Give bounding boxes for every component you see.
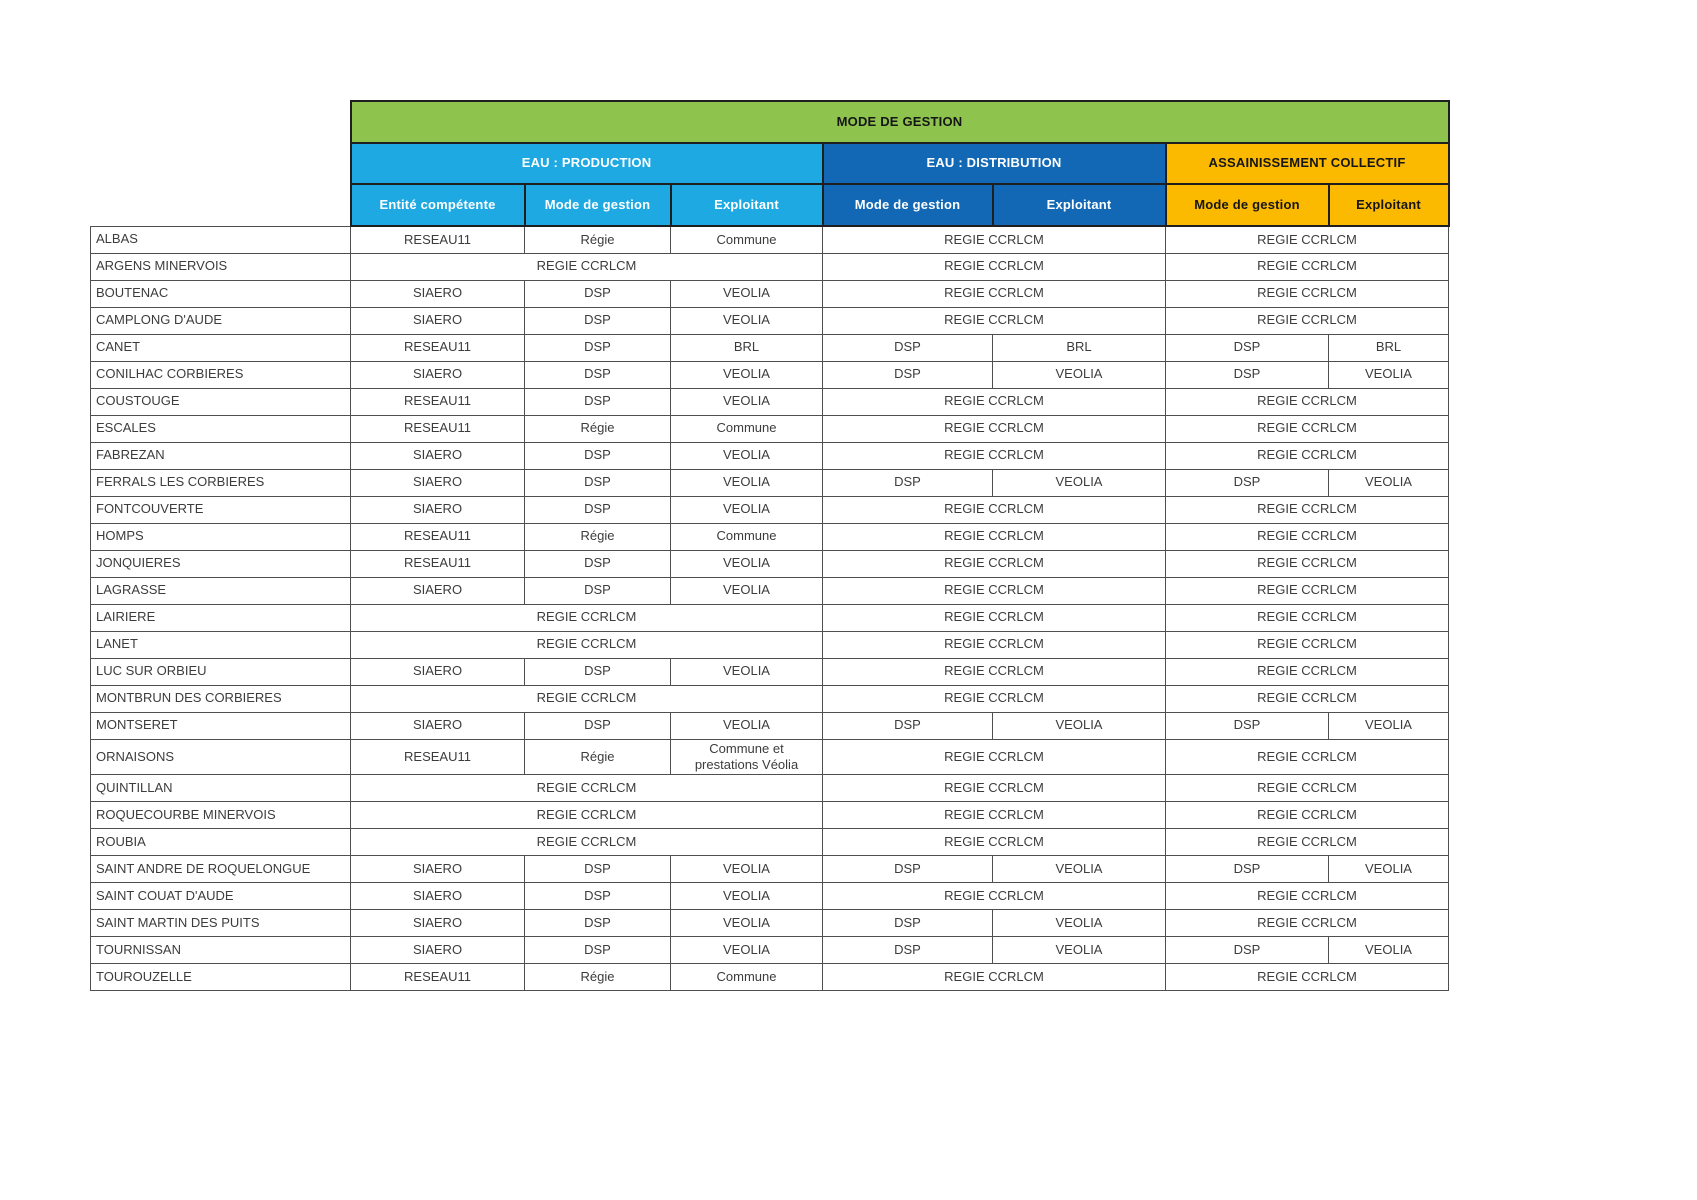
table-row <box>91 712 1449 739</box>
assainissement-merged-cell: REGIE CCRLCM <box>1166 964 1449 991</box>
production-merged-cell: REGIE CCRLCM <box>351 685 823 712</box>
assainissement-cell: DSP <box>1166 469 1329 496</box>
commune-cell: ALBAS <box>91 226 351 253</box>
distribution-cell: VEOLIA <box>993 937 1166 964</box>
production-cell: RESEAU11 <box>351 415 525 442</box>
production-cell: Commune <box>671 964 823 991</box>
production-cell: Commune <box>671 415 823 442</box>
production-cell: VEOLIA <box>671 550 823 577</box>
table-row <box>91 883 1449 910</box>
production-cell: VEOLIA <box>671 388 823 415</box>
production-cell: VEOLIA <box>671 442 823 469</box>
production-cell: VEOLIA <box>671 658 823 685</box>
assainissement-merged-cell: REGIE CCRLCM <box>1166 775 1449 802</box>
column-header-assainissement-mode: Mode de gestion <box>1166 184 1329 226</box>
column-header-production-exploitant: Exploitant <box>671 184 823 226</box>
assainissement-cell: DSP <box>1166 856 1329 883</box>
section-header-eau-distribution: EAU : DISTRIBUTION <box>823 143 1166 184</box>
assainissement-cell: DSP <box>1166 334 1329 361</box>
corner-spacer <box>91 143 351 184</box>
production-cell: SIAERO <box>351 856 525 883</box>
distribution-merged-cell: REGIE CCRLCM <box>823 577 1166 604</box>
assainissement-cell: VEOLIA <box>1329 469 1449 496</box>
table-row <box>91 550 1449 577</box>
distribution-merged-cell: REGIE CCRLCM <box>823 829 1166 856</box>
table-row <box>91 856 1449 883</box>
production-merged-cell: REGIE CCRLCM <box>351 604 823 631</box>
column-header-assainissement-exploitant: Exploitant <box>1329 184 1449 226</box>
table-row <box>91 280 1449 307</box>
distribution-merged-cell: REGIE CCRLCM <box>823 523 1166 550</box>
table-row <box>91 361 1449 388</box>
assainissement-merged-cell: REGIE CCRLCM <box>1166 496 1449 523</box>
management-mode-table-sheet <box>90 100 1450 991</box>
table-row <box>91 631 1449 658</box>
distribution-merged-cell: REGIE CCRLCM <box>823 802 1166 829</box>
commune-cell: LAIRIERE <box>91 604 351 631</box>
production-cell: RESEAU11 <box>351 388 525 415</box>
table-row <box>91 334 1449 361</box>
distribution-cell: DSP <box>823 856 993 883</box>
production-cell: Commune <box>671 523 823 550</box>
commune-cell: CANET <box>91 334 351 361</box>
distribution-merged-cell: REGIE CCRLCM <box>823 226 1166 253</box>
distribution-cell: VEOLIA <box>993 712 1166 739</box>
distribution-cell: VEOLIA <box>993 361 1166 388</box>
commune-cell: QUINTILLAN <box>91 775 351 802</box>
table-row <box>91 307 1449 334</box>
production-cell: RESEAU11 <box>351 964 525 991</box>
commune-cell: ESCALES <box>91 415 351 442</box>
table-row <box>91 469 1449 496</box>
table-row <box>91 577 1449 604</box>
assainissement-cell: DSP <box>1166 361 1329 388</box>
production-cell: SIAERO <box>351 712 525 739</box>
commune-cell: FABREZAN <box>91 442 351 469</box>
commune-cell: FONTCOUVERTE <box>91 496 351 523</box>
production-cell: Régie <box>525 226 671 253</box>
production-cell: Commune et prestations Véolia <box>671 739 823 775</box>
mode-de-gestion-table <box>90 100 1450 991</box>
production-cell: DSP <box>525 577 671 604</box>
distribution-cell: DSP <box>823 469 993 496</box>
assainissement-cell: DSP <box>1166 712 1329 739</box>
table-row <box>91 496 1449 523</box>
table-row <box>91 253 1449 280</box>
production-merged-cell: REGIE CCRLCM <box>351 829 823 856</box>
production-cell: DSP <box>525 442 671 469</box>
assainissement-merged-cell: REGIE CCRLCM <box>1166 658 1449 685</box>
commune-cell: SAINT COUAT D'AUDE <box>91 883 351 910</box>
assainissement-cell: VEOLIA <box>1329 937 1449 964</box>
section-band-row <box>91 143 1449 184</box>
column-header-distribution-mode: Mode de gestion <box>823 184 993 226</box>
production-cell: SIAERO <box>351 307 525 334</box>
distribution-merged-cell: REGIE CCRLCM <box>823 442 1166 469</box>
distribution-merged-cell: REGIE CCRLCM <box>823 307 1166 334</box>
commune-cell: LAGRASSE <box>91 577 351 604</box>
production-cell: VEOLIA <box>671 361 823 388</box>
commune-cell: JONQUIERES <box>91 550 351 577</box>
production-cell: DSP <box>525 937 671 964</box>
production-cell: SIAERO <box>351 577 525 604</box>
distribution-merged-cell: REGIE CCRLCM <box>823 775 1166 802</box>
commune-cell: LUC SUR ORBIEU <box>91 658 351 685</box>
corner-spacer <box>91 184 351 226</box>
production-merged-cell: REGIE CCRLCM <box>351 253 823 280</box>
production-cell: VEOLIA <box>671 883 823 910</box>
production-cell: Régie <box>525 739 671 775</box>
production-cell: Commune <box>671 226 823 253</box>
assainissement-merged-cell: REGIE CCRLCM <box>1166 253 1449 280</box>
section-header-eau-production: EAU : PRODUCTION <box>351 143 823 184</box>
distribution-cell: VEOLIA <box>993 469 1166 496</box>
table-row <box>91 937 1449 964</box>
commune-cell: HOMPS <box>91 523 351 550</box>
title-band-row <box>91 101 1449 143</box>
distribution-cell: BRL <box>993 334 1166 361</box>
commune-cell: BOUTENAC <box>91 280 351 307</box>
distribution-merged-cell: REGIE CCRLCM <box>823 415 1166 442</box>
assainissement-merged-cell: REGIE CCRLCM <box>1166 604 1449 631</box>
table-row <box>91 604 1449 631</box>
distribution-merged-cell: REGIE CCRLCM <box>823 739 1166 775</box>
table-row <box>91 964 1449 991</box>
distribution-merged-cell: REGIE CCRLCM <box>823 685 1166 712</box>
assainissement-cell: VEOLIA <box>1329 712 1449 739</box>
table-row <box>91 442 1449 469</box>
assainissement-merged-cell: REGIE CCRLCM <box>1166 307 1449 334</box>
production-cell: RESEAU11 <box>351 523 525 550</box>
production-cell: VEOLIA <box>671 856 823 883</box>
assainissement-merged-cell: REGIE CCRLCM <box>1166 910 1449 937</box>
column-header-row <box>91 184 1449 226</box>
production-merged-cell: REGIE CCRLCM <box>351 631 823 658</box>
commune-cell: TOUROUZELLE <box>91 964 351 991</box>
production-cell: RESEAU11 <box>351 550 525 577</box>
table-row <box>91 523 1449 550</box>
assainissement-merged-cell: REGIE CCRLCM <box>1166 883 1449 910</box>
assainissement-merged-cell: REGIE CCRLCM <box>1166 442 1449 469</box>
production-cell: VEOLIA <box>671 469 823 496</box>
distribution-cell: DSP <box>823 937 993 964</box>
production-cell: DSP <box>525 550 671 577</box>
assainissement-merged-cell: REGIE CCRLCM <box>1166 685 1449 712</box>
column-header-distribution-exploitant: Exploitant <box>993 184 1166 226</box>
production-cell: DSP <box>525 361 671 388</box>
production-cell: DSP <box>525 496 671 523</box>
assainissement-cell: VEOLIA <box>1329 856 1449 883</box>
commune-cell: FERRALS LES CORBIERES <box>91 469 351 496</box>
production-cell: VEOLIA <box>671 577 823 604</box>
production-cell: DSP <box>525 658 671 685</box>
production-cell: Régie <box>525 964 671 991</box>
distribution-cell: VEOLIA <box>993 910 1166 937</box>
distribution-merged-cell: REGIE CCRLCM <box>823 280 1166 307</box>
table-title: MODE DE GESTION <box>351 101 1449 143</box>
production-cell: DSP <box>525 712 671 739</box>
commune-cell: CAMPLONG D'AUDE <box>91 307 351 334</box>
distribution-merged-cell: REGIE CCRLCM <box>823 253 1166 280</box>
commune-cell: MONTBRUN DES CORBIERES <box>91 685 351 712</box>
production-cell: SIAERO <box>351 469 525 496</box>
production-cell: SIAERO <box>351 280 525 307</box>
assainissement-merged-cell: REGIE CCRLCM <box>1166 829 1449 856</box>
assainissement-cell: DSP <box>1166 937 1329 964</box>
distribution-cell: DSP <box>823 361 993 388</box>
table-row <box>91 685 1449 712</box>
section-header-assainissement-collectif: ASSAINISSEMENT COLLECTIF <box>1166 143 1449 184</box>
production-cell: SIAERO <box>351 937 525 964</box>
commune-cell: CONILHAC CORBIERES <box>91 361 351 388</box>
distribution-merged-cell: REGIE CCRLCM <box>823 604 1166 631</box>
assainissement-cell: VEOLIA <box>1329 361 1449 388</box>
assainissement-merged-cell: REGIE CCRLCM <box>1166 550 1449 577</box>
corner-spacer <box>91 101 351 143</box>
assainissement-merged-cell: REGIE CCRLCM <box>1166 280 1449 307</box>
distribution-merged-cell: REGIE CCRLCM <box>823 550 1166 577</box>
production-cell: SIAERO <box>351 910 525 937</box>
production-cell: SIAERO <box>351 442 525 469</box>
production-cell: SIAERO <box>351 496 525 523</box>
table-body <box>91 226 1449 991</box>
commune-cell: ROQUECOURBE MINERVOIS <box>91 802 351 829</box>
production-cell: SIAERO <box>351 361 525 388</box>
assainissement-merged-cell: REGIE CCRLCM <box>1166 388 1449 415</box>
distribution-cell: DSP <box>823 334 993 361</box>
production-cell: SIAERO <box>351 883 525 910</box>
production-merged-cell: REGIE CCRLCM <box>351 802 823 829</box>
production-cell: RESEAU11 <box>351 739 525 775</box>
distribution-cell: VEOLIA <box>993 856 1166 883</box>
distribution-merged-cell: REGIE CCRLCM <box>823 964 1166 991</box>
commune-cell: SAINT MARTIN DES PUITS <box>91 910 351 937</box>
assainissement-merged-cell: REGIE CCRLCM <box>1166 523 1449 550</box>
distribution-merged-cell: REGIE CCRLCM <box>823 388 1166 415</box>
table-row <box>91 802 1449 829</box>
production-cell: VEOLIA <box>671 280 823 307</box>
assainissement-merged-cell: REGIE CCRLCM <box>1166 802 1449 829</box>
distribution-merged-cell: REGIE CCRLCM <box>823 883 1166 910</box>
production-cell: DSP <box>525 334 671 361</box>
assainissement-merged-cell: REGIE CCRLCM <box>1166 631 1449 658</box>
production-cell: RESEAU11 <box>351 334 525 361</box>
column-header-production-mode: Mode de gestion <box>525 184 671 226</box>
production-cell: VEOLIA <box>671 712 823 739</box>
distribution-merged-cell: REGIE CCRLCM <box>823 658 1166 685</box>
table-row <box>91 775 1449 802</box>
production-cell: DSP <box>525 388 671 415</box>
production-cell: DSP <box>525 307 671 334</box>
production-cell: SIAERO <box>351 658 525 685</box>
production-cell: VEOLIA <box>671 496 823 523</box>
production-cell: VEOLIA <box>671 937 823 964</box>
table-row <box>91 415 1449 442</box>
distribution-cell: DSP <box>823 712 993 739</box>
distribution-cell: DSP <box>823 910 993 937</box>
commune-cell: LANET <box>91 631 351 658</box>
table-row <box>91 910 1449 937</box>
production-cell: DSP <box>525 883 671 910</box>
assainissement-merged-cell: REGIE CCRLCM <box>1166 415 1449 442</box>
commune-cell: TOURNISSAN <box>91 937 351 964</box>
table-row <box>91 739 1449 775</box>
table-row <box>91 658 1449 685</box>
production-cell: DSP <box>525 910 671 937</box>
commune-cell: ROUBIA <box>91 829 351 856</box>
table-row <box>91 388 1449 415</box>
production-cell: VEOLIA <box>671 307 823 334</box>
assainissement-merged-cell: REGIE CCRLCM <box>1166 577 1449 604</box>
distribution-merged-cell: REGIE CCRLCM <box>823 496 1166 523</box>
production-merged-cell: REGIE CCRLCM <box>351 775 823 802</box>
table-row <box>91 226 1449 253</box>
production-cell: VEOLIA <box>671 910 823 937</box>
assainissement-merged-cell: REGIE CCRLCM <box>1166 739 1449 775</box>
production-cell: DSP <box>525 280 671 307</box>
commune-cell: ARGENS MINERVOIS <box>91 253 351 280</box>
production-cell: DSP <box>525 856 671 883</box>
commune-cell: COUSTOUGE <box>91 388 351 415</box>
commune-cell: SAINT ANDRE DE ROQUELONGUE <box>91 856 351 883</box>
production-cell: RESEAU11 <box>351 226 525 253</box>
commune-cell: MONTSERET <box>91 712 351 739</box>
assainissement-merged-cell: REGIE CCRLCM <box>1166 226 1449 253</box>
production-cell: Régie <box>525 415 671 442</box>
table-row <box>91 829 1449 856</box>
production-cell: Régie <box>525 523 671 550</box>
assainissement-cell: BRL <box>1329 334 1449 361</box>
column-header-entite-competente: Entité compétente <box>351 184 525 226</box>
distribution-merged-cell: REGIE CCRLCM <box>823 631 1166 658</box>
commune-cell: ORNAISONS <box>91 739 351 775</box>
production-cell: DSP <box>525 469 671 496</box>
production-cell: BRL <box>671 334 823 361</box>
